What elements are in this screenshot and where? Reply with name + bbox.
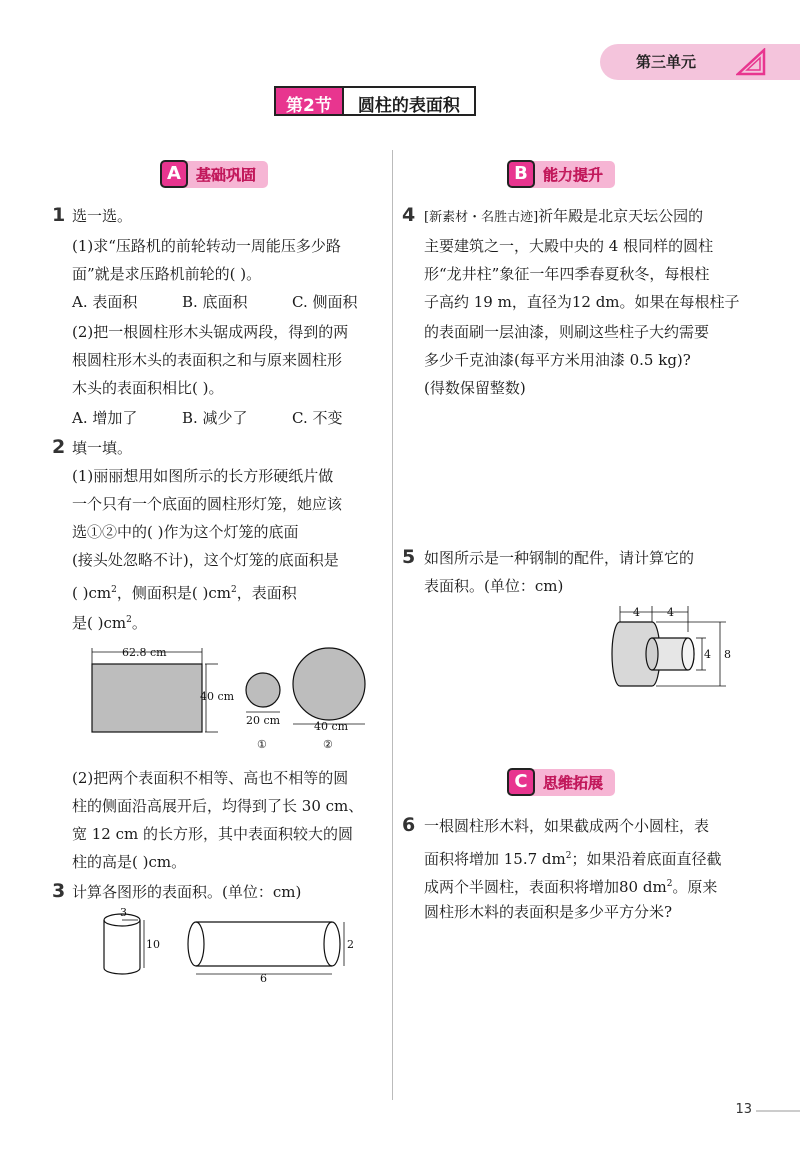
circle-2-label: ②: [323, 738, 333, 751]
q5-figure: [600, 602, 740, 694]
superscript: 2: [230, 585, 237, 595]
circle-1-diameter: 20 cm: [246, 714, 281, 727]
option-c: C. 不变: [292, 409, 343, 427]
option-b: B. 底面积: [182, 293, 248, 311]
question-number: 5: [402, 546, 416, 568]
text-line: 子高约 19 m，直径为12 dm。如果在每根柱子: [424, 293, 740, 311]
text-line: 主要建筑之一，大殿中央的 4 根同样的圆柱: [424, 237, 714, 255]
width-2-label: 4: [667, 606, 674, 619]
circle-1-label: ①: [257, 738, 267, 751]
text-line: 根圆柱形木头的表面积之和与原来圆柱形: [72, 351, 343, 369]
text-line: (1)求“压路机的前轮转动一周能压多少路: [72, 237, 341, 255]
text-line: [72, 580, 297, 603]
text-line: [72, 610, 147, 633]
badge-letter: B: [507, 160, 535, 188]
question-number: 3: [52, 880, 66, 902]
rect-height-label: 40 cm: [200, 690, 235, 703]
small-cylinder: [646, 638, 694, 670]
text-part: 。: [131, 614, 147, 632]
text-line: (得数保留整数): [424, 379, 526, 397]
badge-basic: [160, 160, 268, 188]
text-line: 如图所示是一种钢制的配件，请计算它的: [424, 549, 695, 567]
question-number: 2: [52, 436, 66, 458]
text-line: [424, 846, 722, 869]
long-cyl-diameter: 2: [347, 938, 354, 951]
text-line: 圆柱形木料的表面积是多少平方分米?: [424, 903, 673, 921]
q3-figure: [92, 906, 362, 986]
option-a: A. 增加了: [72, 409, 138, 427]
page-number: 13: [735, 1102, 752, 1117]
superscript: 2: [111, 585, 117, 595]
unit-tab: [600, 44, 800, 80]
text-part: 祈年殿是北京天坛公园的: [538, 207, 704, 225]
long-cyl-length: 6: [260, 972, 267, 985]
text-part: ；如果沿着底面直径截: [571, 850, 722, 868]
q2-figure: [82, 644, 382, 760]
text-line: 面”就是求压路机前轮的( )。: [72, 265, 262, 283]
text-line: 表面积。(单位：cm): [424, 577, 564, 595]
small-diameter-label: 4: [704, 648, 711, 661]
superscript: 2: [666, 879, 673, 889]
section-number: 第2节: [274, 86, 344, 116]
option-c: C. 侧面积: [292, 293, 358, 311]
small-cyl-height: 10: [146, 938, 160, 951]
column-divider: [392, 150, 393, 1100]
small-cylinder: [104, 906, 160, 974]
width-1-label: 4: [633, 606, 640, 619]
text-line: (2)把一根圆柱形木头锯成两段，得到的两: [72, 323, 349, 341]
question-number: 4: [402, 204, 416, 226]
text-line: (2)把两个表面积不相等、高也不相等的圆: [72, 769, 349, 787]
small-cyl-diameter: 3: [120, 906, 127, 919]
circle-1: [246, 673, 280, 707]
rectangle-sheet: [92, 664, 202, 732]
text-part: ( )cm: [72, 584, 112, 602]
text-line: 木头的表面积相比( )。: [72, 379, 224, 397]
page-number-rule: [756, 1110, 800, 1112]
text-part: ，侧面积是( )cm: [116, 584, 231, 602]
text-line: (接头处忽略不计)，这个灯笼的底面积是: [72, 551, 339, 569]
text-line: 形“龙井柱”象征一年四季春夏秋冬，每根柱: [424, 265, 710, 283]
section-name: 圆柱的表面积: [344, 86, 476, 116]
unit-label: 第三单元: [636, 53, 697, 71]
material-tag: [新素材・名胜古迹]: [424, 210, 539, 225]
text-part: 。原来: [672, 878, 718, 896]
text-part: 是( )cm: [72, 614, 127, 632]
text-part: 成两个半圆柱，表面积将增加80 dm: [424, 878, 667, 896]
text-part: ，表面积: [236, 584, 297, 602]
superscript: 2: [126, 615, 132, 625]
text-line: 柱的侧面沿高展开后，均得到了长 30 cm、: [72, 797, 364, 815]
text-line: 的表面刷一层油漆，则刷这些柱子大约需要: [424, 323, 710, 341]
question-number: 6: [402, 814, 416, 836]
circle-2: [293, 648, 365, 720]
big-diameter-label: 8: [724, 648, 731, 661]
text-line: [424, 874, 717, 897]
text-line: 宽 12 cm 的长方形，其中表面积较大的圆: [72, 825, 354, 843]
badge-label: 能力提升: [529, 161, 615, 188]
badge-letter: C: [507, 768, 535, 796]
badge-extension: [507, 768, 615, 796]
text-line: 选①②中的( )作为这个灯笼的底面: [72, 523, 299, 541]
badge-label: 思维拓展: [529, 769, 615, 796]
rect-width-label: 62.8 cm: [122, 646, 167, 659]
text-line: (1)丽丽想用如图所示的长方形硬纸片做: [72, 467, 334, 485]
question-title: 计算各图形的表面积。(单位：cm): [72, 883, 302, 901]
section-title: [274, 86, 476, 116]
option-b: B. 减少了: [182, 409, 248, 427]
text-line: 柱的高是( )cm。: [72, 853, 187, 871]
text-line: 一个只有一个底面的圆柱形灯笼，她应该: [72, 495, 343, 513]
question-title: 填一填。: [72, 439, 133, 457]
badge-letter: A: [160, 160, 188, 188]
text-line: 多少千克油漆(每平方米用油漆 0.5 kg)?: [424, 351, 691, 369]
text-part: 面积将增加 15.7 dm: [424, 850, 566, 868]
circle-2-diameter: 40 cm: [314, 720, 349, 733]
text-line: [424, 206, 703, 228]
superscript: 2: [565, 851, 572, 861]
triangle-ruler-icon: [736, 48, 766, 76]
badge-label: 基础巩固: [182, 161, 268, 188]
question-title: 选一选。: [72, 207, 133, 225]
question-number: 1: [52, 204, 66, 226]
text-line: 一根圆柱形木料，如果截成两个小圆柱，表: [424, 817, 710, 835]
long-cylinder: [188, 922, 354, 985]
option-a: A. 表面积: [72, 293, 138, 311]
badge-ability: [507, 160, 615, 188]
